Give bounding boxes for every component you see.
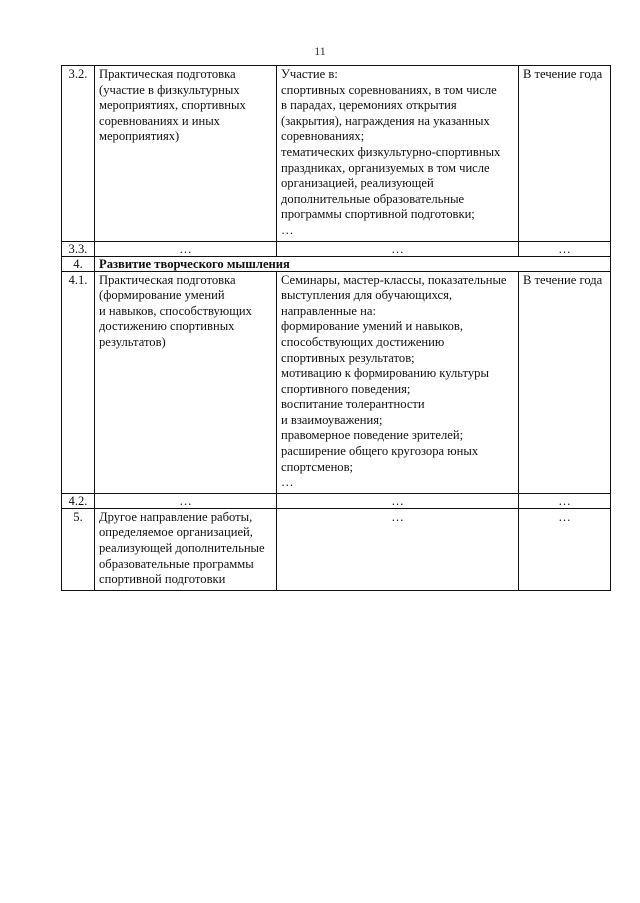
row-number: 3.2. [62, 66, 95, 242]
table-row [62, 508, 611, 590]
activity-line: в парадах, церемониях открытия [281, 98, 457, 113]
activity-line: (закрытия), награждения на указанных [281, 113, 490, 128]
activity-line: спортсменов; [281, 459, 354, 474]
direction-line: мероприятиях, спортивных [99, 98, 246, 113]
activity-line: расширение общего кругозора юных [281, 444, 479, 459]
activity-line: программы спортивной подготовки; [281, 207, 475, 222]
activity-line: дополнительные образовательные [281, 191, 465, 206]
table-row [62, 493, 611, 508]
direction-line: образовательные программы [99, 556, 254, 571]
direction-line: и навыков, способствующих [99, 303, 252, 318]
activity-line: спортивных результатов; [281, 350, 415, 365]
row-number: 4.2. [62, 493, 95, 508]
row-number: 3.3. [62, 241, 95, 256]
activity-line: способствующих достижению [281, 334, 445, 349]
activity-line: направленные на: [281, 303, 376, 318]
direction-cell [95, 271, 277, 493]
direction-line: спортивной подготовки [99, 572, 226, 587]
activity-line: спортивных соревнованиях, в том числе [281, 82, 497, 97]
direction-line: Практическая подготовка [99, 272, 236, 287]
activity-line: выступления для обучающихся, [281, 288, 453, 303]
period-cell: … [519, 241, 611, 256]
direction-line: результатов) [99, 334, 166, 349]
activity-line: тематических физкультурно-спортивных [281, 144, 501, 159]
activity-line: праздниках, организуемых в том числе [281, 160, 490, 175]
plan-table [61, 65, 611, 591]
direction-cell [95, 66, 277, 242]
table-row [62, 66, 611, 242]
activity-line: … [281, 475, 294, 490]
direction-line: Другое направление работы, [99, 509, 253, 524]
direction-line: Практическая подготовка [99, 67, 236, 81]
activities-cell [277, 271, 519, 493]
direction-line: соревнованиях и иных [99, 113, 220, 128]
activity-line: мотивацию к формированию культуры [281, 366, 489, 381]
activity-line: воспитание толерантности [281, 397, 425, 412]
activity-line: организацией, реализующей [281, 176, 434, 191]
activities-cell: … [277, 493, 519, 508]
period-cell: … [519, 508, 611, 590]
direction-cell: … [95, 241, 277, 256]
table-row [62, 241, 611, 256]
activities-cell [277, 66, 519, 242]
page-number: 11 [314, 44, 326, 58]
row-number: 4.1. [62, 271, 95, 493]
section-row [62, 256, 611, 271]
direction-line: достижению спортивных [99, 319, 235, 334]
activity-line: Участие в: [281, 67, 338, 81]
activity-line: спортивного поведения; [281, 381, 411, 396]
activity-line: правомерное поведение зрителей; [281, 428, 464, 443]
activity-line: соревнованиях; [281, 129, 365, 144]
direction-cell: … [95, 493, 277, 508]
period-cell: В течение года [519, 66, 611, 242]
direction-line: определяемое организацией, [99, 525, 253, 540]
direction-line: (участие в физкультурных [99, 82, 240, 97]
direction-line: мероприятиях) [99, 129, 180, 144]
table-row [62, 271, 611, 493]
activities-cell: … [277, 508, 519, 590]
direction-line: (формирование умений [99, 288, 225, 303]
direction-cell [95, 508, 277, 590]
row-number: 5. [62, 508, 95, 590]
activity-line: Семинары, мастер-классы, показательные [281, 272, 507, 287]
section-title: Развитие творческого мышления [95, 256, 611, 271]
period-cell: В течение года [519, 271, 611, 493]
activity-line: формирование умений и навыков, [281, 319, 464, 334]
activity-line: и взаимоуважения; [281, 412, 383, 427]
activity-line: … [281, 222, 294, 237]
period-cell: … [519, 493, 611, 508]
row-number: 4. [62, 256, 95, 271]
activities-cell: … [277, 241, 519, 256]
direction-line: реализующей дополнительные [99, 541, 265, 556]
